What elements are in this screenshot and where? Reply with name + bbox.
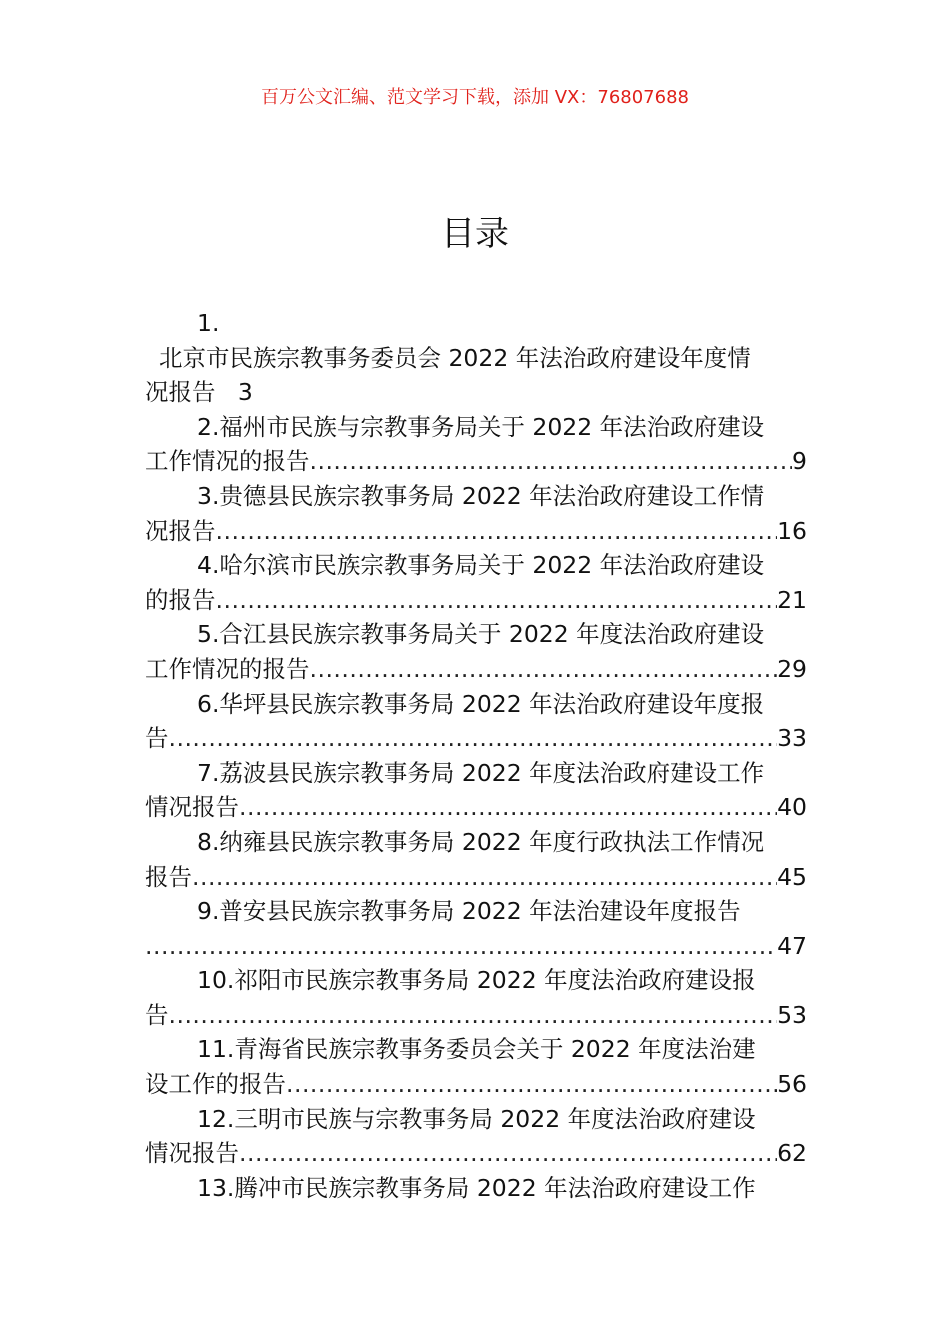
toc-entry[interactable] [145,617,807,686]
toc-entry-page: 21 [777,585,807,614]
toc-entry-page: 29 [777,654,807,683]
dot-leader [310,652,778,687]
toc-entry-title-cont: 报告 [145,862,192,891]
dot-leader [169,998,778,1033]
toc-entry-title-cont: 工作情况的报告 [145,447,310,476]
toc-entry[interactable] [145,687,807,756]
toc-entry[interactable] [145,1102,807,1171]
dot-leader [310,444,793,479]
toc-entry-leader-line [145,583,807,618]
toc-entry-title-cont: 情况报告 [145,1139,239,1168]
table-of-contents [145,306,807,1205]
toc-entry-title-cont: 情况报告 [145,793,239,822]
toc-entry-title-cont: 告 [145,1000,169,1029]
toc-entry-leader-line [145,929,807,964]
dot-leader [286,1067,777,1102]
toc-entry[interactable] [145,410,807,479]
toc-entry[interactable] [145,306,807,410]
toc-entry-page: 47 [777,931,807,960]
toc-entry-tail [145,375,807,410]
toc-entry-page: 53 [777,1000,807,1029]
toc-entry-leader-line [145,790,807,825]
toc-entry[interactable] [145,1171,807,1206]
toc-entry-leader-line [145,444,807,479]
toc-entry-title: 4.哈尔滨市民族宗教事务局关于 2022 年法治政府建设 [197,551,765,580]
toc-entry-title: 7.荔波县民族宗教事务局 2022 年度法治政府建设工作 [197,758,765,787]
toc-entry-leader-line [145,721,807,756]
toc-entry-number: 1. [197,309,220,337]
toc-entry-title-cont: 的报告 [145,585,216,614]
toc-entry-leader-line [145,652,807,687]
toc-entry[interactable] [145,548,807,617]
toc-entry[interactable] [145,963,807,1032]
dot-leader [192,860,777,895]
toc-entry-title: 北京市民族宗教事务委员会 2022 年法治政府建设年度情 [159,343,751,372]
toc-entry-title: 2.福州市民族与宗教事务局关于 2022 年法治政府建设 [197,412,765,441]
toc-entry-page: 3 [237,378,253,407]
toc-entry-title-cont: 设工作的报告 [145,1070,286,1099]
toc-entry-page: 33 [777,724,807,753]
toc-entry-title-cont: 况报告 [145,516,216,545]
dot-leader [239,790,777,825]
toc-entry-title-cont: 告 [145,724,169,753]
dot-leader [216,583,778,618]
dot-leader [145,929,777,964]
toc-entry-title: 10.祁阳市民族宗教事务局 2022 年度法治政府建设报 [197,966,756,995]
dot-leader [169,721,778,756]
toc-entry[interactable] [145,1032,807,1101]
toc-entry-title: 9.普安县民族宗教事务局 2022 年法治建设年度报告 [197,897,741,926]
toc-entry-title: 3.贵德县民族宗教事务局 2022 年法治政府建设工作情 [197,481,765,510]
dot-leader [216,514,778,549]
toc-entry[interactable] [145,894,807,963]
toc-entry-title: 8.纳雍县民族宗教事务局 2022 年度行政执法工作情况 [197,827,765,856]
toc-entry-page: 62 [777,1139,807,1168]
toc-entry-title: 11.青海省民族宗教事务委员会关于 2022 年度法治建 [197,1035,756,1064]
toc-entry-title: 12.三明市民族与宗教事务局 2022 年度法治政府建设 [197,1104,756,1133]
toc-entry-page: 9 [792,447,807,476]
page-title: 目录 [441,214,509,254]
dot-leader [239,1136,777,1171]
toc-entry-leader-line [145,514,807,549]
toc-entry[interactable] [145,825,807,894]
toc-entry-leader-line [145,1136,807,1171]
toc-entry-title-cont: 工作情况的报告 [145,654,310,683]
toc-entry-page: 16 [777,516,807,545]
toc-entry[interactable] [145,756,807,825]
toc-entry-leader-line [145,1067,807,1102]
toc-entry[interactable] [145,479,807,548]
toc-entry-page: 56 [777,1070,807,1099]
toc-entry-page: 40 [777,793,807,822]
toc-entry-title-cont: 况报告 [145,378,216,407]
header-note: 百万公文汇编、范文学习下载，添加 VX：76807688 [261,87,689,108]
toc-entry-page: 45 [777,862,807,891]
toc-entry-title: 6.华坪县民族宗教事务局 2022 年法治政府建设年度报 [197,689,765,718]
toc-entry-title: 13.腾冲市民族宗教事务局 2022 年法治政府建设工作 [197,1173,756,1202]
toc-entry-leader-line [145,860,807,895]
toc-entry-leader-line [145,998,807,1033]
toc-entry-title: 5.合江县民族宗教事务局关于 2022 年度法治政府建设 [197,620,765,649]
